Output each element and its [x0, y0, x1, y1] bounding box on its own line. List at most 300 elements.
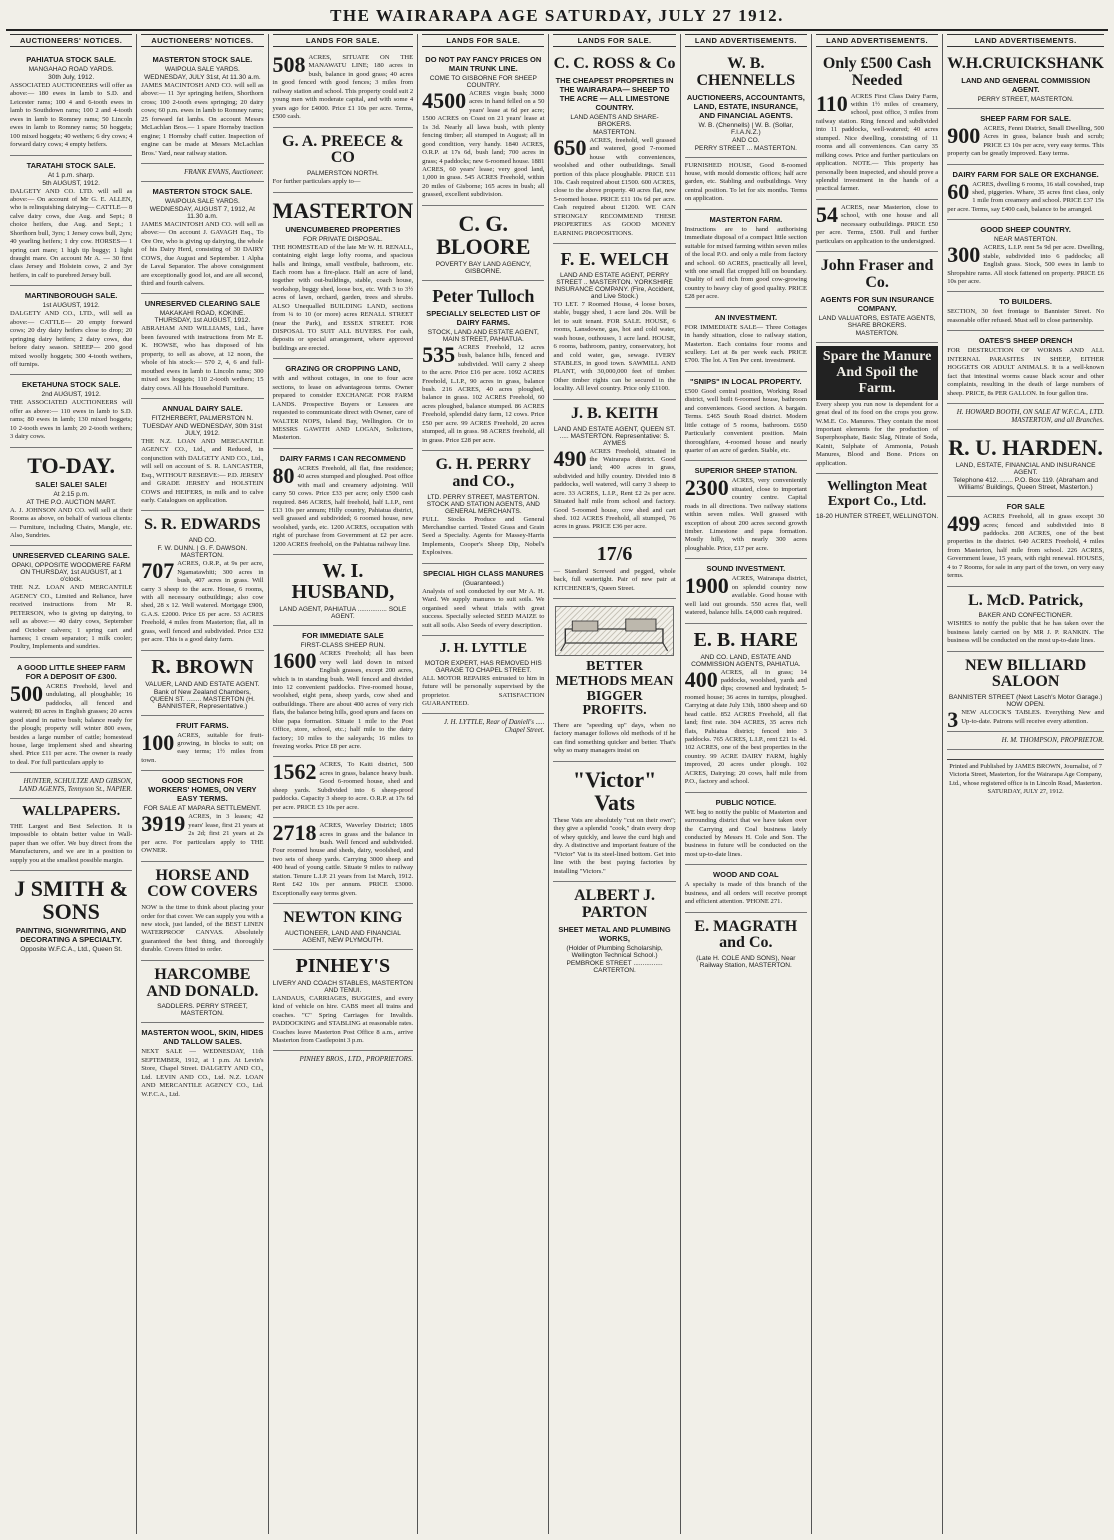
ad-body-text: 2300 ACRES, very conveniently situated, close to important country centre. Capital roads in all directions. Two railway stations within seven miles. Well grassed with exception of about 200 acres second growth timber. Limestone and papa formation. Mostly hilly, with nearly 300 acres ploughable. Price, £17 per acre.: [684, 475, 807, 552]
advertisement: [10, 799, 132, 871]
lead-figure: 3919: [141, 811, 186, 837]
advertisement: [422, 636, 544, 714]
advertisement: [947, 109, 1104, 165]
ad-subheading: MAKAKAHI ROAD, KOKINE. THURSDAY, 1st AUGUST, 1912.: [154, 310, 251, 325]
ad-title: OATES'S SHEEP DRENCH: [978, 336, 1073, 346]
advertisement: [685, 372, 807, 462]
ad-subheading: Telephone 412. ....... P.O. Box 119. (Abraham and Williams' Buildings, Queen Street, Masterton.): [953, 477, 1099, 492]
ad-body-text: For further particulars apply to—: [272, 178, 361, 186]
ad-subheading: AND CO.: [732, 136, 760, 144]
ad-body-text: 500 ACRES Freehold, level and undulating, all ploughable; 16 paddocks, all fenced and watered; 80 acres in English grasses; 20 acres good stand in native bush; balance ready for the plough; property will winter 800 ewes, besides a large number of cattle; homestead house, large implement shed and shearing shed. Price £11 per acre. The owner is ready to deal. For full particulars apply to: [10, 680, 133, 766]
ad-headline: W. I. HUSBAND,: [291, 560, 395, 604]
ad-headline: G. H. PERRY and CO.,: [435, 456, 532, 490]
lead-figure: 900: [947, 122, 981, 148]
ad-headline: E. B. HARE: [693, 628, 799, 651]
ad-body-text: THE Largest and Best Selection. It is impossible to obtain better value in Wall-paper than we offer. We buy direct from the Manufacturers, and we are in a position to supply you at the smallest possible margin.: [10, 822, 133, 864]
printer-imprint: Printed and Published by JAMES BROWN, Journalist, of 7 Victoria Street, Masterton, for the Wairarapa Age Company, Ltd., whose registered office is in Lincoln Road, Masterton. SATURDAY, JULY 27, 1912.: [947, 759, 1104, 796]
ad-body-text: 400 ACRES, all in grass; 14 paddocks, woolshed, yards and dips; crowned and hydrated; 5-roomed house; 36 acres in turnips, ploughed. Carrying at date July 13th, 1800 sheep and 60 head cattle. 852 ACRES Freehold, all flat land; first rate. 304 ACRES, 35 acres rich flats, Pahiatua district; fenced into 3 paddocks. 765 ACRES, L.I.P., rent £21 1s 4d. 102 ACRES, one of the best properties in the country. 99 ACRE DAIRY FARM, highly improved, 20 acres under plough. 102 ACRES, Dairying; 20 cows, half mile from P.O., factory and school.: [684, 666, 807, 786]
advertisement: [816, 343, 938, 475]
ad-body-text: 900 ACRES, Fenni District, Small Dwelling, 500 Acres in grass, balance bush and scrub; PRICE £3 10s per acre, very easy terms. This property can be greatly improved. Easy terms.: [947, 122, 1104, 158]
ad-subheading: AND CO. LAND, ESTATE AND COMMISSION AGENTS, PAHIATUA.: [691, 653, 801, 668]
ad-subheading: LAND, ESTATE, FINANCIAL AND INSURANCE AGENT.: [955, 462, 1096, 477]
ad-body-text: These Vats are absolutely "cut on their own"; they give a splendid "cook," drain every drop of whey quickly, and leave the curd high and dry. A distinctive and important feature of the "Victor" Vat is its steel-lined bottom. Get into line with the best paying factories by installing "Victors.": [553, 816, 676, 875]
ad-subheading: BANNISTER STREET (Next Lasch's Motor Garage.) NOW OPEN.: [948, 694, 1103, 709]
ad-subheading: POVERTY BAY LAND AGENCY, GISBORNE.: [435, 260, 531, 275]
advertisement: [947, 220, 1104, 292]
ad-body-text: 1900 ACRES, Wairarapa district, on splendid country now available. Good house with well laid out grounds. 550 acres flat, well watered, balance hills. £4,000 cash required.: [684, 573, 807, 617]
advertisement: [947, 50, 1104, 109]
ad-title: SUPERIOR SHEEP STATION.: [694, 466, 798, 476]
ad-title: ANNUAL DAIRY SALE.: [162, 403, 243, 413]
lead-figure: 54: [815, 201, 838, 227]
advertisement: [947, 750, 1104, 800]
advertisement: [685, 793, 807, 866]
ad-headline: John Fraser and Co.: [820, 257, 934, 291]
lead-figure: 300: [947, 242, 981, 268]
ad-headline: R. BROWN: [151, 655, 254, 678]
ad-headline: NEW BILLIARD SALOON: [965, 656, 1087, 691]
ad-title: MASTERTON WOOL, SKIN, HIDES AND TALLOW SALES.: [141, 1028, 264, 1047]
ad-body-text: LANDAUS, CARRIAGES, BUGGIES, and every kind of vehicle on hire. CABS meet all trains and coaches. "C" Spring Carriages for Invalids. PADDOCKING and STABLING at reasonable rates. Coaches leave Masterton Post Office 8 a.m., arrive Masterton from Castlepoint 3 p.m.: [272, 994, 414, 1044]
ad-subheading: STOCK, LAND AND ESTATE AGENT, MAIN STREET, PAHIATUA.: [427, 328, 539, 343]
advertisement: [947, 292, 1104, 331]
advertisement: [816, 50, 938, 200]
ad-date: 30th July, 1912.: [48, 74, 95, 81]
advertisement: [422, 451, 544, 564]
ad-headline: Peter Tulloch: [432, 285, 535, 306]
advertisement: [273, 50, 414, 128]
ad-signature: HUNTER, SCHULTZE AND GIBSON, LAND AGENTS, Tennyson St., NAPIER.: [19, 777, 133, 794]
lead-figure: 80: [272, 462, 295, 488]
advertisement: [816, 252, 938, 343]
ad-subheading: FIRST-CLASS SHEEP RUN.: [300, 642, 386, 650]
advertisement: [947, 430, 1104, 497]
ad-headline: J SMITH & SONS: [14, 876, 128, 925]
ad-subheading: LAND AGENT, PAHIATUA ................ SOLE AGENT.: [279, 606, 407, 621]
ad-body-text: £500 Good central position, Working Road district, well built 6-roomed house, bathroom and conveniences. Good section. A bargain. Terms. £465 South Road district. Modern little cottage of 5 rooms, bathroom. £650 Particularly convenient position. Main thoroughfare, 4-roomed house and nearly quarter of an acre of garden. Stable, etc.: [684, 387, 807, 454]
ad-title: THE CHEAPEST PROPERTIES IN THE WAIRARAPA— SHEEP TO THE ACRE — ALL LIMESTONE COUNTRY.: [555, 75, 674, 112]
advertisement: [553, 50, 675, 244]
ad-date: 1st AUGUST, 1912.: [42, 302, 100, 310]
ad-headline: F. E. WELCH: [560, 249, 669, 270]
column-heading: LAND ADVERTISEMENTS.: [947, 34, 1104, 47]
ad-title: MASTERTON FARM.: [709, 214, 783, 224]
ad-subheading: LAND AGENTS AND SHARE-BROKERS.: [570, 113, 659, 128]
advertisement: [141, 771, 263, 861]
ad-title: DAIRY FARM FOR SALE OR EXCHANGE.: [952, 169, 1099, 179]
advertisement: [422, 50, 544, 206]
advertisement: [422, 714, 544, 739]
advertisement: [685, 559, 807, 623]
ad-headline: E. MAGRATH and Co.: [694, 917, 798, 952]
lead-figure: 707: [141, 558, 175, 584]
ad-headline: WALLPAPERS.: [22, 804, 121, 820]
advertisement: [947, 404, 1104, 430]
column-5: [549, 34, 680, 1534]
column-heading: LANDS FOR SALE.: [553, 34, 675, 47]
ad-subheading: BAKER AND CONFECTIONER.: [978, 612, 1073, 620]
ad-headline: L. McD. Patrick,: [968, 591, 1084, 609]
ad-headline: W. B. CHENNELLS: [696, 55, 796, 89]
ad-body-text: 490 ACRES Freehold, situated in the Wairarapa district. Good land; 400 acres in grass, subdivided and hilly country. Divided into 8 paddocks, well watered, will carry 3 sheep to acre. 33 ACRES, L.I.P., Rent £2 2s per acre. Situated half mile from school and factory. Good 5-roomed house, cow shed and cart shed. 102 ACRES Freehold, all stumped, 76 acres in grass. PRICE £36 per acre.: [553, 445, 676, 531]
ad-subheading: WAIPOUA SALE YARDS.: [164, 66, 240, 73]
ad-body-text: THE ASSOCIATED AUCTIONEERS will offer as above:— 110 ewes in lamb to S.D. rams; 80 ewes in lamb; 130 mixed hoggets; 10 2-tooth ewes in lamb; 20 2-tooth wethers; 3 dairy cows.: [10, 399, 133, 441]
ad-title: SHEET METAL AND PLUMBING WORKS,: [558, 924, 671, 943]
lead-figure: 2300: [684, 475, 729, 501]
ad-body-text: 1600 ACRES Freehold; all has been very well laid down in mixed English grasses, except 200 acres, which is in standing bush. Well fenced and divided into 12 convenient paddocks. Five-roomed house, woolshed, eight pens, sheep yards, cow shed and outbuildings. There are about 400 acres of very rich flats, the balance being hills, good spurs and faces on blue papa formation. Situate 1 mile to the Post Office, store, school, etc.; half mile to the dairy factory; 10 miles to the saleyards; 16 miles to freezing works. Price £8 per acre.: [272, 648, 414, 750]
column-3: [269, 34, 419, 1534]
ad-subheading: PALMERSTON NORTH.: [306, 170, 379, 178]
advertisement: [273, 950, 414, 1052]
ad-body-text: 3919 ACRES, in 3 leases; 42 years' lease, first 21 years at 2s 2d; first 21 years at 2s per acre. For particulars apply to THE OWNER.: [141, 811, 264, 855]
lead-figure: 1900: [684, 573, 729, 599]
ad-headline: J. B. KEITH: [571, 404, 659, 422]
ad-title: SOUND INVESTMENT.: [706, 564, 786, 574]
advertisement: [273, 128, 414, 193]
ad-signature: H. M. THOMPSON, PROPRIETOR.: [1001, 736, 1104, 745]
ad-body-text: WISHES to notify the public that he has taken over the business lately carried on by MR J. P. RANKIN. The business will be conducted on the most up-to-date lines.: [947, 620, 1104, 645]
advertisement: [685, 913, 807, 975]
ad-body-text: FULL Stocks Produce and General Merchandise carried. Tested Grass and Grain Seed a Specialty. Agents for Massey-Harris Implements, Cooper's Sheep Dip, Nobel's Explosives.: [422, 515, 545, 557]
ad-title: AN INVESTMENT.: [714, 312, 778, 322]
ad-body-text: 110 ACRES First Class Dairy Farm, within 1½ miles of creamery, school, post office, 3 miles from railway station. Ring fenced and subdivided into 11 paddocks, well-watered; 40 acres stumped. Nice dwelling, consisting of 11 rooms and all conveniences. Can carry 35 milking cows. Price and further particulars on application. NOTE.— This property has personally been inspected, and should prove a splendid investment in the hands of a practical farmer.: [815, 90, 939, 193]
ad-headline: C. C. ROSS & Co: [553, 55, 676, 72]
advertisement: [10, 773, 132, 799]
ad-subheading: AT THE P.O. AUCTION MART.: [26, 498, 116, 506]
ad-subheading: MASTERTON.: [855, 329, 899, 337]
ad-subheading: (Late H. COLE AND SONS), Near Railway Station, MASTERTON.: [696, 955, 796, 970]
advertisement: [10, 448, 132, 547]
ad-title: A GOOD LITTLE SHEEP FARM FOR A DEPOSIT OF £300.: [16, 662, 126, 681]
ad-subheading: F. W. DUNN. | G. F. DAWSON. MASTERTON.: [157, 545, 248, 560]
ad-subheading: NEAR MASTERTON.: [994, 236, 1058, 244]
ad-subheading: FOR PRIVATE DISPOSAL.: [303, 235, 383, 243]
ad-headline: W.H.CRUICKSHANK: [947, 55, 1104, 72]
advertisement: [273, 1051, 414, 1068]
ad-headline: HARCOMBE AND DONALD.: [146, 965, 259, 1000]
column-2: [137, 34, 268, 1534]
advertisement: [422, 281, 544, 451]
ad-headline: C. G. BLOORE: [436, 210, 531, 259]
column-6: [681, 34, 812, 1534]
ad-body-text: with and without cottages, in one to four acre sections, to lease on advantageous terms. Owner prepared to consider EXCHANGE FOR FARM LANDS. Prospective Buyers or Lessees are requested to communicate direct with Owner, care of WALTER NOPS, Island Bay, Wellington. Or to MESSRS GAWITH AND LOGAN, Solicitors, Masterton.: [272, 375, 414, 442]
ad-title: SHEEP FARM FOR SALE.: [980, 113, 1071, 123]
ad-headline: BETTER METHODS MEAN BIGGER PROFITS.: [555, 659, 674, 719]
ad-body-text: DALGETY AND CO., LTD., will sell as above:— CATTLE— 20 empty forward cows; 20 dry dairy heifers close to drop; 20 springing dairy heifers; 2 dairy cows, due before dairy season. SHEEP— 200 good mixed woolly hoggets; 300 4-tooth wethers, off turnips.: [10, 310, 133, 368]
ad-title: SPECIALLY SELECTED LIST OF DAIRY FARMS.: [426, 308, 541, 327]
column-heading: LAND ADVERTISEMENTS.: [685, 34, 807, 47]
ad-signature: PINHEY BROS., LTD., PROPRIETORS.: [299, 1055, 414, 1064]
ad-title: PAINTING, SIGNWRITING, AND DECORATING A SPECIALTY.: [15, 926, 127, 945]
ad-body-text: 54 ACRES, near Masterton, close to school, with one house and all necessary outbuildings. PRICE £50 per acre. Terms, £500. Full and further particulars on application to the undersigned.: [815, 201, 939, 245]
ad-subheading: FOR SALE AT MAPARA SETTLEMENT.: [143, 805, 262, 813]
ad-subheading: Bank of New Zealand Chambers, QUEEN ST. ........ MASTERTON (H. BANNISTER, Representative.): [149, 688, 255, 710]
ad-subheading: PEMBROKE STREET ................ CARTERTON.: [566, 959, 663, 974]
advertisement: [10, 375, 132, 447]
ad-title: "SNIPS" IN LOCAL PROPERTY.: [690, 376, 802, 386]
advertisement: [141, 651, 263, 716]
advertisement: [273, 359, 414, 449]
column-7: [812, 34, 943, 1534]
ad-subheading: MANGAHAO ROAD YARDS.: [28, 66, 114, 73]
ad-body-text: 707 ACRES, O.R.P., at 9s per acre, Ngamatawhiti; 300 acres in bush, 407 acres in grass. Will carry 3 sheep to the acre. House, 6 rooms, with all necessary outbuildings; also cow shed, 28 x 12. Well watered. Mortgage £900, G.A.S. £2000. Price £6 per acre. 53 ACRES Freehold, 4 miles from Masterton; flat, all in grass, well fenced and subdivided. Price £32 per acre. This is a good dairy farm.: [141, 558, 264, 644]
ad-title: SPECIAL HIGH CLASS MANURES: [422, 568, 544, 578]
ad-title: UNENCUMBERED PROPERTIES: [285, 224, 401, 234]
advertisement: [10, 546, 132, 658]
ad-body-text: Every sheep you run now is dependent for a great deal of its food on the crops you grow. W.M.E. Co. Manures. They contain the most important elements for the production of Superphosphate, Basic Slag, Nitrate of Soda, Kainit, Sulphate of Ammonia, Potash Manures, Blood and Bone. Prices on application.: [815, 400, 939, 467]
advertisement: [685, 308, 807, 372]
ad-title: TO BUILDERS.: [999, 297, 1053, 307]
ad-body-text: NEXT SALE — WEDNESDAY, 11th SEPTEMBER, 1912, at 1 p.m. At Levin's Store, Chapel Street. DALGETY AND CO., Ltd. LEVIN AND CO., Ltd. N.Z. LOAN AND MERCANTILE AGENCY CO., Ltd. W.F.C.A., Ltd.: [141, 1048, 264, 1098]
advertisement: [141, 716, 263, 772]
ad-subheading: FITZHERBERT, PALMERSTON N.: [151, 414, 254, 422]
advertisement: [10, 871, 132, 958]
ad-date: 2nd AUGUST, 1912.: [41, 391, 101, 399]
ad-subheading: LIVERY AND COACH STABLES, MASTERTON AND TENUI.: [272, 979, 413, 994]
ad-body-text: DALGETY AND CO. LTD. will sell as above:— On account of Mr G. E. ALLEN, who is relinquishing dairying— CATTLE— 8 calve dairy cows, due Aug. and Sept.; 8 choice heifers, due Aug. and Sept.; 1 Shorthorn bull, 3yrs; 1 Jersey cows bull, 2yrs; 40 yearling heifers; 1 dry cow. HORSES— 1 spring cart mare; 1 high tip buggy; 1 light draught mare. On account Mr A. — 30 first class Jersey and Holstein cows, 2 and 3yr heifers, in calf to purebred Jersey bull.: [10, 187, 133, 279]
advertisement: [685, 461, 807, 559]
ad-subheading: LAND AND ESTATE AGENT, PERRY STREET .. MASTERTON. YORKSHIRE INSURANCE COMPANY. (Fire, Accident, and Live Stock.): [554, 271, 675, 300]
lead-figure: 490: [553, 445, 587, 471]
ad-subheading: (Guaranteed.): [462, 579, 504, 587]
ad-body-text: 535 ACRES Freehold, 12 acres bush, balance hills, fenced and subdivided. Will carry 2 sheep to the acre. Price £16 per acre. 1092 ACRES Freehold, L.I.P., 90 acres in grass, balance bush. 216 ACRES, 40 acres ploughed, balance in grass. 102 ACRES Freehold, 60 acres ploughed, balance stumped. 86 ACRES Freehold, splendid dairy farm, 12 cows. Price £50 per acre. 99 ACRES Freehold, 20 acres stumped, all in grass. 98 ACRES freehold, all in grass. Price £28 per acre.: [422, 341, 545, 444]
advertisement: [273, 757, 414, 818]
lead-figure: 60: [947, 178, 970, 204]
ad-body-text: ALL MOTOR REPAIRS entrusted to him in future will be personally supervised by the proprietor. SATISFACTION GUARANTEED.: [422, 674, 545, 707]
column-heading: AUCTIONEERS' NOTICES.: [10, 34, 132, 47]
ad-title: FOR SALE: [1006, 502, 1045, 512]
advertisement: [553, 538, 675, 599]
ad-body-text: 3 NEW ALCOCK'S TABLES. Everything New and Up-to-date. Patrons will receive every attention.: [947, 707, 1104, 733]
advertisement: [816, 474, 938, 524]
ad-subheading: OPAKI, OPPOSITE WOODMERE FARM ON THURSDAY, 1st AUGUST, at 1 o'clock.: [11, 562, 131, 584]
ad-body-text: 2718 ACRES, Waverley District; 1805 acres in grass and the balance in bush. Well fenced and subdivided. Four roomed house and sheds, dairy, woolshed, and two sets of sheep yards. Carrying 3000 sheep and 400 head of young cattle. Situate 9 miles to railway station. Tenure L.I.P. 21 years from 1st March, 1912. Rent £42 10s per annum. PRICE £3000. Exceptionally easy terms given.: [272, 820, 414, 897]
advertisement: [553, 882, 675, 979]
ad-subheading: WAIPOUA SALE YARDS.: [164, 197, 240, 205]
ad-title: SALE! SALE! SALE!: [35, 479, 107, 489]
ad-subheading: 18-20 HUNTER STREET, WELLINGTON.: [815, 512, 939, 520]
ad-title: FRUIT FARMS.: [176, 720, 229, 730]
advertisement: [553, 244, 675, 400]
columns-container: [6, 34, 1108, 1534]
advertisement: [947, 652, 1104, 732]
column-heading: AUCTIONEERS' NOTICES.: [141, 34, 263, 47]
ad-title: UNRESERVED CLEARING SALE: [144, 299, 261, 309]
lead-figure: 535: [422, 341, 456, 367]
ad-subheading: LAND AND ESTATE AGENT, QUEEN ST. ..... MASTERTON. Representative: S. AYMES: [553, 425, 676, 447]
ad-headline: 17/6: [596, 542, 633, 565]
lead-figure: 110: [815, 90, 848, 116]
ad-title: MARTINBOROUGH SALE.: [24, 291, 118, 301]
advertisement: [10, 286, 132, 375]
advertisement: [553, 599, 675, 762]
lead-figure: 500: [10, 680, 43, 706]
advertisement: [422, 206, 544, 281]
ad-body-text: THE N.Z. LOAN AND MERCANTILE AGENCY CO., Ltd., and Reduced, in conjunction with DALGETY AND CO., Ltd., will sell on account of S. R. LANCASTER, Esq., WITHOUT RESERVE:— P.D. JERSEY and GRADE JERSEY and HOLSTEIN COWS and HEIFERS, in milk and to calve early. Catalogues on application.: [141, 437, 264, 504]
ad-headline: J. H. LYTTLE: [439, 640, 527, 656]
column-4: [418, 34, 549, 1534]
ad-headline: G. A. PREECE & CO: [282, 132, 404, 167]
advertisement: [947, 165, 1104, 221]
lead-figure: 3: [947, 707, 959, 733]
ad-title: EKETAHUNA STOCK SALE.: [21, 380, 121, 390]
ad-title: FOR IMMEDIATE SALE: [302, 631, 384, 641]
ad-date: PERRY STREET ... MASTERTON.: [694, 144, 798, 152]
ad-subheading: LTD. PERRY STREET, MASTERTON. STOCK AND STATION AGENTS, AND GENERAL MERCHANTS.: [426, 493, 540, 515]
ad-headline: PINHEY'S: [295, 954, 391, 977]
ad-headline: NEWTON KING: [283, 909, 403, 926]
ad-subheading: At 1 p.m. sharp.: [47, 171, 95, 179]
ad-body-text: JAMES MACINTOSH AND CO. will sell as above:— On account J. GAVAGH Esq., To Ore Ore, who is giving up dairying, the whole of his Dairy Herd, consisting of 30 DAIRY COWS, due August and September. 1 Alpha de Laval Separator. The above consignment are exceptionally good lot, and are all second, third and fourth calvers.: [141, 220, 264, 287]
advertisement: [685, 210, 807, 308]
ad-body-text: 300 ACRES, L.I.P. rent 5s 9d per acre. Dwelling, stable, subdivided into 6 paddocks; all English grass. Stock, 500 ewes in lamb to Shropshire rams. All stock fattened on property. PRICE £6 10s per acre.: [947, 242, 1104, 286]
advertisement: [273, 818, 414, 904]
ad-subheading: MOTOR EXPERT, HAS REMOVED HIS GARAGE TO CHAPEL STREET.: [424, 659, 542, 674]
ad-title: TARATAHI STOCK SALE.: [26, 160, 116, 170]
ad-subheading: COME TO GISBORNE FOR SHEEP COUNTRY.: [429, 75, 537, 89]
advertisement: [141, 50, 263, 164]
ad-date: WEDNESDAY, JULY 31st, At 11.30 a.m.: [144, 74, 261, 81]
ad-subheading: VALUER, LAND AND ESTATE AGENT.: [145, 680, 260, 688]
advertisement: [273, 193, 414, 360]
advertisement: [141, 961, 263, 1024]
advertisement: [685, 50, 807, 158]
advertisement: [422, 564, 544, 636]
ad-title: GOOD SECTIONS FOR WORKERS' HOMES, ON VERY EASY TERMS.: [148, 776, 257, 804]
ad-subheading: At 2.15 p.m.: [53, 490, 89, 498]
ad-headline: "Victor" Vats: [572, 766, 657, 815]
advertisement: [816, 200, 938, 252]
ad-subheading: (Holder of Plumbing Scholarship, Wellington Technical School.): [566, 944, 663, 959]
ad-body-text: 1562 ACRES, To Kaiti district, 500 acres in grass, balance heavy bush. Good 6-roomed house, shed and sheep yards. Subdivided into 6 sheep-proof paddocks. Capacity 3 sheep to acre. O.R.P. at 17s 6d per acre. PRICE £3 10s per acre.: [272, 759, 414, 811]
ad-title: UNRESERVED CLEARING SALE.: [12, 551, 130, 561]
ad-body-text: FOR DESTRUCTION OF WORMS AND ALL INTERNAL PARASITES IN SHEEP, EITHER HOGGETS OR ADULT ANIMALS. It is a well-known fact that intestinal worms cause black scour and other complaints, resulting in the death of large numbers of sheep. PRICE, 8s PER GALLON. In four gallon tins.: [947, 347, 1104, 397]
ad-title: GRAZING OR CROPPING LAND,: [285, 364, 401, 374]
ad-headline: MASTERTON: [272, 197, 414, 223]
ad-body-text: A specialty is made of this branch of the business, and all orders will receive prompt and efficient attention. 'PHONE 271.: [684, 881, 807, 906]
advertisement: [141, 399, 263, 512]
ad-body-text: JAMES MACINTOSH AND CO. will sell as above:— 11 3yr springing heifers, Shorthorn cross; 100 2-tooth ewes springing; 20 dairy cows; 60 p.m. ewes in lamb to Romney rams; 25 forward fat lambs. On account Messrs McLachlan Bros.— 1 spare Hornsby traction engine; 1 Hornsby chaff cutter. Inspection of engine can be made at Messrs McLachlan Bros.' Yard, near railway station.: [141, 82, 264, 157]
column-1: [6, 34, 137, 1534]
ad-body-text: Analysis of soil conducted by our Mr A. H. Ward. We supply manures to suit soils. We organised seed wheat trials with great success. Specially selected SEED MAIZE to suit all soils. Also Seeds of every description.: [422, 587, 545, 629]
ad-subheading: LAND VALUATORS, ESTATE AGENTS, SHARE BROKERS.: [818, 314, 936, 329]
ad-body-text: 100 ACRES, suitable for fruit-growing, in blocks to suit; on easy terms; 1½ miles from town.: [141, 729, 264, 764]
ad-headline: ALBERT J. PARTON: [574, 886, 656, 921]
ad-headline: Only £500 Cash Needed: [822, 55, 932, 89]
ad-body-text: 80 ACRES Freehold, all flat, fine residence; 40 acres stumped and ploughed. Post office with mail and creamery adjoining. Will carry 50 cows. Price £33 per acre; only £500 cash required. 846 ACRES, half freehold, half L.I.P., rent £13 10s per annum; Hilly country, Pahiatua district, well grassed and subdivided; 6 roomed house, new woolshed, yards, etc. 1200 ACRES, occupation with right of purchase from Government at £2 per acre. 1200 ACRES freehold, on the Pahiatua railway line.: [272, 462, 414, 548]
advertisement: [141, 164, 263, 182]
banner-heading: Spare the Manure And Spoil the Farm.: [816, 346, 938, 400]
lead-figure: 508: [272, 52, 306, 77]
ad-headline: HORSE AND COW COVERS: [147, 866, 258, 901]
ad-headline: S. R. EDWARDS: [144, 516, 261, 534]
column-heading: LAND ADVERTISEMENTS.: [816, 34, 938, 47]
ad-subheading: SADDLERS. PERRY STREET, MASTERTON.: [157, 1003, 248, 1018]
advertisement: [141, 862, 263, 961]
lead-figure: 499: [947, 511, 981, 537]
lead-figure: 1600: [272, 648, 317, 674]
ad-subheading: PERRY STREET, MASTERTON.: [977, 95, 1074, 103]
ad-body-text: SECTION, 30 feet frontage to Bannister Street. No reasonable offer refused. Must sell to close partnership.: [947, 308, 1104, 324]
ad-subheading: MASTERTON.: [593, 128, 637, 136]
advertisement: [10, 156, 132, 287]
ad-title: AUCTIONEERS, ACCOUNTANTS, LAND, ESTATE, INSURANCE, AND FINANCIAL AGENTS.: [686, 92, 805, 120]
ad-body-text: A. J. JOHNSON AND CO. will sell at their Rooms as above, on behalf of various clients:— Furniture, including Chairs, Mangle, etc. Also, Sundries.: [10, 506, 133, 539]
ad-headline: Wellington Meat Export Co., Ltd.: [827, 479, 928, 509]
ad-body-text: NOW is the time to think about placing your order for that cover. We can supply you with a new stock, just landed, of the BEST LINEN WATERPROOF CANVAS. Absolutely guaranteed the best thing, and thoroughly durable. Covers fitted to order.: [141, 904, 264, 954]
advertisement: [553, 762, 675, 882]
ad-signature: H. HOWARD BOOTH, ON SALE AT W.F.C.A., LTD. MASTERTON, and all Branches.: [956, 407, 1104, 424]
ad-body-text: ASSOCIATED AUCTIONEERS will offer as above:— 180 ewes in lamb to S.D. and Leicester rams; 100 4 and 6-tooth ewes in lamb to Southdown rams; 100 2 and 4-tooth ewes in lamb to Romney rams; 50 Lincoln ewes in lamb to Romney rams; 50 hoggets; 100 mixed hoggets; 40 wethers; 6 dry cows; 4 forward dairy cows; 4 empty heifers.: [10, 82, 133, 149]
advertisement: [273, 449, 414, 555]
ad-title: WOOD AND COAL: [713, 870, 779, 880]
ad-body-text: FURNISHED HOUSE, Good 8-roomed house, with mould domestic offices; half acre garden, etc. Stabling and outbuildings. Very central position. To let for six months. Terms on application.: [684, 161, 807, 203]
ad-body-text: ABRAHAM AND WILLIAMS, Ltd., have been favoured with instructions from Mr E. K. HOWSE, who has disposed of his property, to sell as above, at 12 noon, the whole of his stock:— 570 2, 4, 6 and full-mouthed ewes in lamb to Lincoln rams; 300 mixed sex hoggets; 110 2-tooth wethers; 15 dairy cows. All his Household Furniture.: [141, 325, 264, 392]
advertisement: [947, 497, 1104, 587]
advertisement: [141, 294, 263, 399]
ad-body-text: THE N.Z. LOAN AND MERCANTILE AGENCY CO., Limited and Reliance, have received instructions from Mr R. PETERSON, who is giving up dairying, to sell as above:— 40 dairy cows, September and October calvers; 1 spring cart and harness; 1 cream separator; 1 milk cooler; Poultry, Implements and sundries.: [10, 584, 133, 651]
ad-title: AGENTS FOR SUN INSURANCE COMPANY.: [820, 294, 934, 313]
ad-date: WEDNESDAY, AUGUST 7, 1912, At 11.30 a.m.: [149, 205, 255, 220]
ad-headline: R. U. HARDEN.: [948, 434, 1103, 460]
ad-title: GOOD SHEEP COUNTRY.: [980, 225, 1071, 235]
advertisement: [273, 904, 414, 950]
advertisement: [273, 555, 414, 626]
ad-signature: FRANK EVANS, Auctioneer.: [184, 167, 264, 176]
advertisement: [553, 400, 675, 538]
ad-subheading: AND CO.: [188, 537, 217, 545]
column-8: [943, 34, 1108, 1534]
ad-headline: TO-DAY.: [27, 452, 116, 478]
ad-body-text: THE HOMESTEAD of the late Mr W. H. RENALL, containing eight large lofty rooms, and spacious halls and linings, small vestibule, bathroom, etc. Each room has a fire-place. Half an acre of land, together with out-buildings, stable, coach house, workshop, buggy shed, loose box, etc. With 3 to 3½ acres of lawn, orchard, garden, trees and shrubs. ALSO Unequalled BUILDING LAND, sections from ¼ to 10 (or more) acres RENALL STREET (near the Park), and ESSEX STREET. FOR DISPOSAL TO SUIT ALL BUYERS. For cash, deposits or special arrangement, where approved buildings are erected.: [272, 243, 414, 352]
ad-body-text: 508 ACRES, SITUATE ON THE MANAWATU LINE; 180 acres in bush, balance in good grass; 40 acres in good fenced with good fences; 3 miles from railway station and school. This property could suit 2 young men with moderate capital, and with some 4 years ago for £4000. Price £1 10s per acre. Terms, £500 cash.: [272, 52, 414, 121]
advertisement: [947, 331, 1104, 404]
advertisement: [685, 624, 807, 793]
ad-body-text: There are "speeding up" days, when no factory manager follows old methods of if he can find something quicker and better. That's why so many managers insist on: [553, 721, 676, 755]
advertisement: [947, 732, 1104, 750]
lead-figure: 100: [141, 729, 175, 755]
ad-title: PUBLIC NOTICE.: [715, 797, 777, 807]
advertisement: [141, 511, 263, 650]
lead-figure: 2718: [272, 820, 317, 846]
ad-title: DAIRY FARMS I CAN RECOMMEND: [279, 453, 406, 463]
advertisement: [685, 865, 807, 912]
advertisement: [141, 182, 263, 295]
ad-body-text: TO LET. 7 Roomed House, 4 loose boxes, stable, buggy shed, 1 acre land 20s. Will be let to suit tenant. FOR SALE. HOUSE, 6 rooms, Lansdowne, gas, hot and cold water, wash house, outhouses, 1 acre land. HOUSE, 6 rooms, bathroom, pantry, conservatory, hot and cold water, gas, sewage. IVERY STABLES, in good town. SAWMILL AND PLANT, with 30,000,000 feet of timber. Other timber rights can be secured in the locality. All level country. Price only £1100.: [553, 300, 676, 393]
ad-title: MASTERTON STOCK SALE.: [152, 186, 253, 196]
advertisement: [273, 626, 414, 757]
advertisement: [685, 158, 807, 210]
column-heading: LANDS FOR SALE.: [422, 34, 544, 47]
ad-title: MASTERTON STOCK SALE.: [152, 55, 253, 64]
ad-body-text: — Standard Screwed and pegged, whole back, full watertight. Pair of new pair at KITCHENER'S, Queen Street.: [553, 567, 676, 592]
ad-body-text: WE beg to notify the public of Masterton and surrounding district that we have taken over the Carrying and Coal business lately conducted by Messrs H. Cole and Son. The business in future will be conducted on the most up-to-date lines.: [684, 808, 807, 858]
advertisement: [10, 658, 132, 773]
ad-body-text: 4500 ACRES virgin bush; 3000 acres in hand felled on a 50 years' lease at 6d per acre; 1500 ACRES on Coast on 21 years' lease at 1s 3d. Nearly all lawa bush, with plenty fencing timber; all stumped in August; all in good condition, very handy. 1840 ACRES, O.R.P. at 17s 6d, bush land; 700 acres in grass; 4 paddocks; new 6-roomed house. 1881 ACRES, 60 years' lease; very good land, 1,000 in grass. 545 ACRES Freehold, within 20 miles of Gisborne; 165 acres in bush; all grassed, excellent subdivision.: [422, 88, 545, 199]
ad-title: LAND AND GENERAL COMMISSION AGENT.: [961, 75, 1090, 94]
advertisement: [10, 50, 132, 156]
ad-body-text: 60 ACRES, dwelling 6 rooms, 16 stall cowshed, trap shed, piggeries. Whare, 35 acres first class, only 1 mile from creamery and school. PRICE £37 15s per acre. Terms, say £400 cash, balance to be arranged.: [947, 178, 1104, 213]
ad-subheading: Opposite W.F.C.A., Ltd., Queen St.: [20, 946, 123, 954]
ad-subheading: AUCTIONEER, LAND AND FINANCIAL AGENT, NEW PLYMOUTH.: [284, 929, 401, 944]
ad-body-text: Instructions are to hand authorising immediate disposal of a compact little section suitable for mixed farming within seven miles of the local P.O. and only a mile from factory and school. 60 ACRES, practically all level, with one small flat cropped hill on boundary. Quality of soil rich from good cow-growing country to heavy clay of good quality. PRICE £28 per acre.: [684, 225, 807, 301]
advertisement: [141, 1023, 263, 1104]
ad-title: PAHIATUA STOCK SALE.: [26, 55, 116, 64]
ad-date: TUESDAY AND WEDNESDAY, 30th 31st JULY, 1912.: [142, 422, 263, 437]
lead-figure: 4500: [422, 88, 467, 113]
ad-body-text: 650 ACRES, freehold, well grassed and watered, good 7-roomed house with conveniences, woolshed and other outbuildings. Small portion of this place ploughable. PRICE £11 10s. Cash required about £1500. 600 ACRES, close to the above property. 40 acres flat, new 5-roomed house. PRICE £11 10s 6d per acre. Cash required about £1200. WE CAN STRONGLY RECOMMEND THESE PROPERTIES AS GOOD MONEY EARNING PROPOSITIONS.: [553, 134, 676, 237]
ad-date: 5th AUGUST, 1912.: [42, 179, 100, 187]
